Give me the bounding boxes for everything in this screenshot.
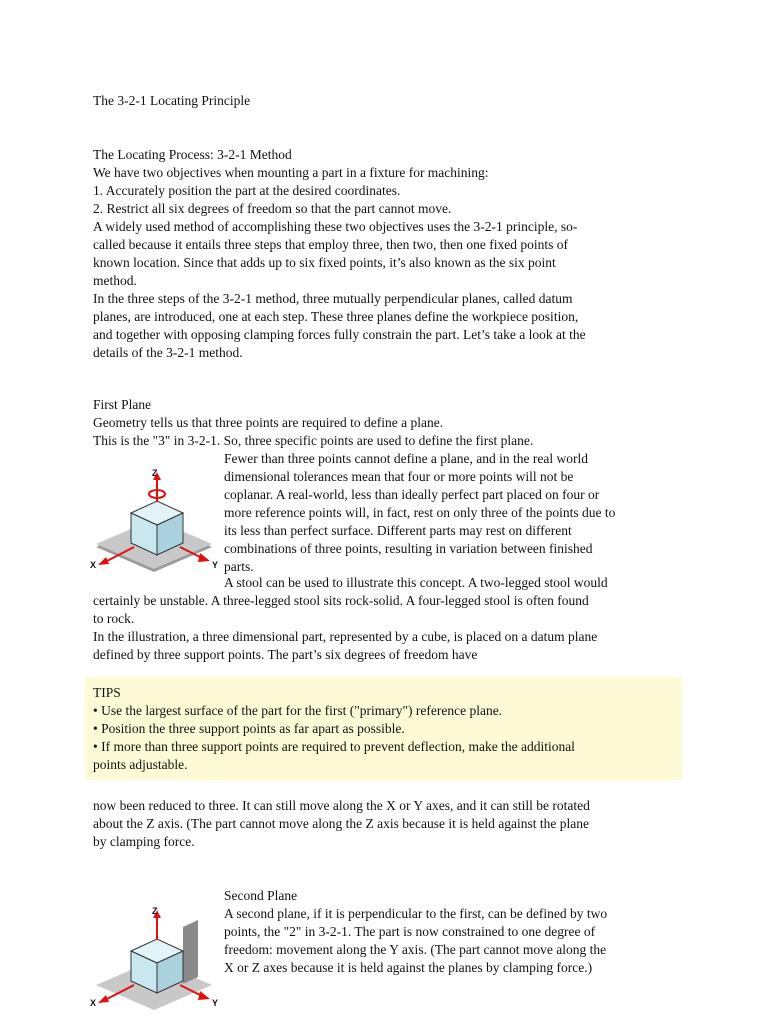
second-plane-cube-figure xyxy=(88,902,220,1014)
intro-line: called because it entails three steps that employ three, then two, then one fixed points of xyxy=(93,237,568,252)
intro-line: method. xyxy=(93,273,137,288)
intro-line: The Locating Process: 3-2-1 Method xyxy=(93,147,292,162)
intro-line: We have two objectives when mounting a part in a fixture for machining: xyxy=(93,165,489,180)
first-plane-wrap-line: dimensional tolerances mean that four or more points will not be xyxy=(224,469,574,484)
first-plane-line: to rock. xyxy=(93,611,135,626)
tips-heading: TIPS xyxy=(93,685,121,700)
axis-y-label: Y xyxy=(212,560,219,570)
first-plane-wrap-line: its less than perfect surface. Different parts may rest on different xyxy=(224,523,572,538)
tips-item: • Position the three support points as far apart as possible. xyxy=(93,721,405,736)
second-plane-line: X or Z axes because it is held against the planes by clamping force.) xyxy=(224,960,593,975)
tips-item: • Use the largest surface of the part for the first ("primary") reference plane. xyxy=(93,703,503,718)
intro-line: and together with opposing clamping forces fully constrain the part. Let’s take a look at the xyxy=(93,327,586,342)
intro-line: 1. Accurately position the part at the desired coordinates. xyxy=(93,183,401,198)
first-plane-cube-figure xyxy=(88,464,220,576)
first-plane-wrap-line: combinations of three points, resulting in variation between finished xyxy=(224,541,593,556)
first-plane-wrap-line: more reference points will, in fact, rest on only three of the points due to xyxy=(224,505,616,520)
second-plane-shape xyxy=(183,920,198,984)
after-tips-line: by clamping force. xyxy=(93,834,195,849)
first-plane-line: In the illustration, a three dimensional part, represented by a cube, is placed on a datum plane xyxy=(93,629,598,644)
first-plane-wrap-line: Fewer than three points cannot define a plane, and in the real world xyxy=(224,451,588,466)
first-plane-line: certainly be unstable. A three-legged stool sits rock-solid. A four-legged stool is often found xyxy=(93,593,589,608)
axis-y-label: Y xyxy=(212,998,219,1008)
intro-line: 2. Restrict all six degrees of freedom so that the part cannot move. xyxy=(93,201,452,216)
first-plane-wrap-line: parts. xyxy=(224,559,254,574)
after-tips-line: about the Z axis. (The part cannot move along the Z axis because it is held against the plane xyxy=(93,816,589,831)
intro-line: details of the 3-2-1 method. xyxy=(93,345,243,360)
axis-z-label: Z xyxy=(152,906,158,916)
first-plane-wrap-line: coplanar. A real-world, less than ideally perfect part placed on four or xyxy=(224,487,600,502)
first-plane-heading: First Plane xyxy=(93,397,152,412)
intro-line: A widely used method of accomplishing these two objectives uses the 3-2-1 principle, so- xyxy=(93,219,578,234)
second-plane-heading: Second Plane xyxy=(224,888,298,903)
intro-line: planes, are introduced, one at each step. These three planes define the workpiece position, xyxy=(93,309,579,324)
second-plane-line: A second plane, if it is perpendicular to the first, can be defined by two xyxy=(224,906,608,921)
first-plane-line: defined by three support points. The part’s six degrees of freedom have xyxy=(93,647,478,662)
axis-x-label: X xyxy=(90,998,97,1008)
tips-item: • If more than three support points are required to prevent deflection, make the additional xyxy=(93,739,575,754)
axis-z-label: Z xyxy=(152,468,158,478)
axis-x-label: X xyxy=(90,560,97,570)
intro-line: known location. Since that adds up to six fixed points, it’s also known as the six point xyxy=(93,255,556,270)
doc-title: The 3-2-1 Locating Principle xyxy=(93,93,251,108)
intro-line: In the three steps of the 3-2-1 method, three mutually perpendicular planes, called datum xyxy=(93,291,573,306)
second-plane-line: freedom: movement along the Y axis. (The part cannot move along the xyxy=(224,942,607,957)
first-plane-wrap-line: A stool can be used to illustrate this concept. A two-legged stool would xyxy=(224,575,608,590)
first-plane-line: This is the "3" in 3-2-1. So, three specific points are used to define the first plane. xyxy=(93,433,534,448)
tips-item: points adjustable. xyxy=(93,757,188,772)
second-plane-line: points, the "2" in 3-2-1. The part is now constrained to one degree of xyxy=(224,924,596,939)
first-plane-line: Geometry tells us that three points are required to define a plane. xyxy=(93,415,444,430)
after-tips-line: now been reduced to three. It can still move along the X or Y axes, and it can still be rotated xyxy=(93,798,590,813)
